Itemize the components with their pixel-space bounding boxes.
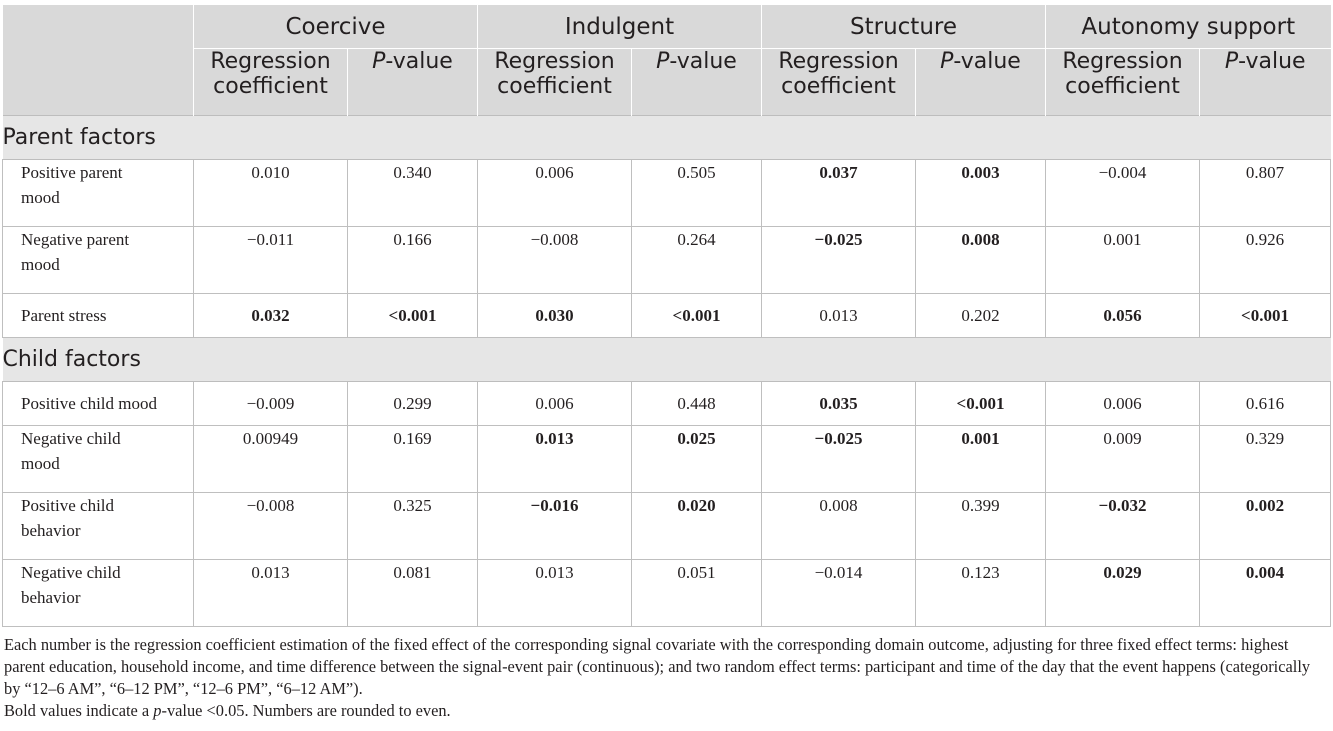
domain-header-row (3, 5, 1331, 49)
table-row (3, 227, 1331, 294)
coefficient-cell: −0.004 (1046, 160, 1200, 227)
p-value-cell: <0.001 (1200, 294, 1331, 338)
regression-coefficient-header: Regression coefficient (762, 49, 916, 116)
domain-header-indulgent: Indulgent (478, 5, 762, 49)
coefficient-cell: 0.035 (762, 382, 916, 426)
footnote-bold-note: Bold values indicate a p-value <0.05. Numbers are rounded to even. (4, 701, 451, 720)
p-value-cell: 0.399 (916, 493, 1046, 560)
coefficient-cell: −0.008 (478, 227, 632, 294)
regression-coefficient-header: Regression coefficient (478, 49, 632, 116)
p-value-cell: 0.505 (632, 160, 762, 227)
regression-coefficient-header: Regression coefficient (194, 49, 348, 116)
row-label: Positive parent mood (3, 160, 194, 227)
p-value-cell: 0.448 (632, 382, 762, 426)
domain-header-autonomy-support: Autonomy support (1046, 5, 1331, 49)
coefficient-cell: 0.006 (478, 382, 632, 426)
p-value-cell: 0.025 (632, 426, 762, 493)
domain-header-coercive: Coercive (194, 5, 478, 49)
p-value-cell: 0.329 (1200, 426, 1331, 493)
coefficient-cell: 0.037 (762, 160, 916, 227)
p-value-cell: 0.166 (348, 227, 478, 294)
p-value-cell: <0.001 (632, 294, 762, 338)
p-value-cell: 0.202 (916, 294, 1046, 338)
table-row (3, 294, 1331, 338)
p-value-cell: 0.807 (1200, 160, 1331, 227)
coefficient-cell: 0.013 (478, 560, 632, 627)
coefficient-cell: −0.032 (1046, 493, 1200, 560)
row-label: Positive child mood (3, 382, 194, 426)
section-title: Child factors (3, 338, 1331, 382)
p-value-cell: <0.001 (348, 294, 478, 338)
row-label: Negative child mood (3, 426, 194, 493)
p-value-cell: 0.299 (348, 382, 478, 426)
coefficient-cell: −0.016 (478, 493, 632, 560)
coefficient-cell: 0.008 (762, 493, 916, 560)
p-value-cell: <0.001 (916, 382, 1046, 426)
p-value-cell: 0.020 (632, 493, 762, 560)
section-title: Parent factors (3, 116, 1331, 160)
coefficient-cell: 0.001 (1046, 227, 1200, 294)
p-value-cell: 0.081 (348, 560, 478, 627)
table-row (3, 160, 1331, 227)
table-row (3, 560, 1331, 627)
p-value-header: P-value (348, 49, 478, 116)
coefficient-cell: 0.056 (1046, 294, 1200, 338)
row-label: Positive child behavior (3, 493, 194, 560)
p-value-cell: 0.051 (632, 560, 762, 627)
p-value-cell: 0.926 (1200, 227, 1331, 294)
coefficient-cell: 0.029 (1046, 560, 1200, 627)
coefficient-cell: −0.025 (762, 426, 916, 493)
p-value-header: P-value (632, 49, 762, 116)
coefficient-cell: 0.013 (478, 426, 632, 493)
table-header (3, 5, 1331, 116)
p-value-cell: 0.340 (348, 160, 478, 227)
coefficient-cell: 0.013 (762, 294, 916, 338)
coefficient-cell: −0.014 (762, 560, 916, 627)
coefficient-cell: −0.009 (194, 382, 348, 426)
p-value-header: P-value (916, 49, 1046, 116)
coefficient-cell: −0.011 (194, 227, 348, 294)
table-row (3, 493, 1331, 560)
p-value-cell: 0.264 (632, 227, 762, 294)
p-value-header: P-value (1200, 49, 1331, 116)
corner-cell (3, 5, 194, 116)
p-value-cell: 0.008 (916, 227, 1046, 294)
coefficient-cell: 0.00949 (194, 426, 348, 493)
table-footnote (4, 634, 1330, 722)
regression-table (2, 5, 1331, 627)
domain-header-structure: Structure (762, 5, 1046, 49)
p-value-cell: 0.003 (916, 160, 1046, 227)
footnote-method: Each number is the regression coefficient estimation of the fixed effect of the corresponding signal covariate with the corresponding domain outcome, adjusting for three fixed effect terms: highest parent education, household income, and time difference between the signal-event pair (continuous); and two random effect terms: participant and time of the day that the event happens (categorically by “12–6 AM”, “6–12 PM”, “12–6 PM”, “6–12 AM”). (4, 635, 1311, 698)
row-label: Parent stress (3, 294, 194, 338)
coefficient-cell: 0.010 (194, 160, 348, 227)
p-value-cell: 0.169 (348, 426, 478, 493)
coefficient-cell: 0.030 (478, 294, 632, 338)
coefficient-cell: −0.008 (194, 493, 348, 560)
section-header-row (3, 116, 1331, 160)
p-value-cell: 0.004 (1200, 560, 1331, 627)
row-label: Negative child behavior (3, 560, 194, 627)
coefficient-cell: 0.032 (194, 294, 348, 338)
p-value-cell: 0.002 (1200, 493, 1331, 560)
p-value-cell: 0.123 (916, 560, 1046, 627)
p-value-cell: 0.616 (1200, 382, 1331, 426)
p-value-cell: 0.001 (916, 426, 1046, 493)
coefficient-cell: 0.006 (478, 160, 632, 227)
table-body (3, 116, 1331, 627)
row-label: Negative parent mood (3, 227, 194, 294)
table-row (3, 382, 1331, 426)
p-value-cell: 0.325 (348, 493, 478, 560)
coefficient-cell: 0.006 (1046, 382, 1200, 426)
coefficient-cell: 0.013 (194, 560, 348, 627)
table-row (3, 426, 1331, 493)
section-header-row (3, 338, 1331, 382)
coefficient-cell: 0.009 (1046, 426, 1200, 493)
coefficient-cell: −0.025 (762, 227, 916, 294)
regression-coefficient-header: Regression coefficient (1046, 49, 1200, 116)
sub-header-row (3, 49, 1331, 116)
